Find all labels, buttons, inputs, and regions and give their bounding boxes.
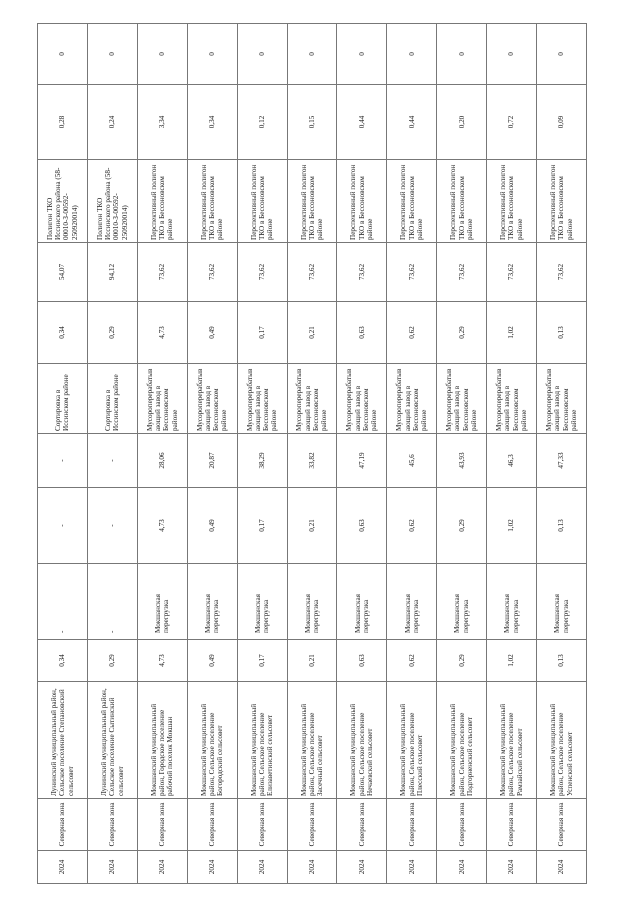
zone-cell: Северная зона [237, 799, 287, 851]
landfill-cell: Полигон ТКО Иссинского района (58-00010-З-00592-250920014) [38, 160, 88, 243]
facility-distance-cell: 73,62 [387, 243, 437, 302]
year-cell: 2024 [537, 851, 587, 884]
facility-volume-cell: 0,29 [87, 302, 137, 364]
volume-cell: 0,29 [437, 640, 487, 682]
landfill-cell: Перспективный полигон ТКО в Бессоновском районе [387, 160, 437, 243]
method-cell: Мокшанская перегрузка [537, 564, 587, 640]
transfer-volume-cell: - [38, 488, 88, 564]
facility-volume-cell: 0,34 [38, 302, 88, 364]
table-row [237, 24, 287, 884]
volume-cell: 0,21 [287, 640, 337, 682]
distance-cell: 47,19 [337, 434, 387, 488]
table-row [38, 24, 88, 884]
final-value-cell: 0 [87, 24, 137, 85]
facility-cell: Мусороперерабатывающий завод в Бессоновском районе [137, 364, 187, 434]
year-cell: 2024 [137, 851, 187, 884]
volume-cell: 0,17 [237, 640, 287, 682]
method-cell: Мокшанская перегрузка [437, 564, 487, 640]
final-value-cell: 0 [537, 24, 587, 85]
year-cell: 2024 [187, 851, 237, 884]
facility-distance-cell: 73,62 [337, 243, 387, 302]
landfill-volume-cell: 0,44 [387, 85, 437, 160]
landfill-volume-cell: 0,12 [237, 85, 287, 160]
volume-cell: 1,02 [487, 640, 537, 682]
transfer-volume-cell: 0,49 [187, 488, 237, 564]
landfill-cell: Перспективный полигон ТКО в Бессоновском районе [237, 160, 287, 243]
table-row [137, 24, 187, 884]
district-cell: Мокшанский муниципальный район, Городское поселение рабочий поселок Мокшан [137, 682, 187, 799]
method-cell: Мокшанская перегрузка [137, 564, 187, 640]
zone-cell: Северная зона [487, 799, 537, 851]
transfer-volume-cell: 1,02 [487, 488, 537, 564]
facility-cell: Мусороперерабатывающий завод в Бессоновском районе [187, 364, 237, 434]
transfer-volume-cell: 0,63 [337, 488, 387, 564]
facility-distance-cell: 73,62 [137, 243, 187, 302]
year-cell: 2024 [87, 851, 137, 884]
facility-distance-cell: 73,62 [187, 243, 237, 302]
distance-cell: 20,87 [187, 434, 237, 488]
transfer-volume-cell: 0,17 [237, 488, 287, 564]
transfer-volume-cell: 0,29 [437, 488, 487, 564]
district-cell: Мокшанский муниципальный район, Сельское поселение Рамзайский сельсовет [487, 682, 537, 799]
facility-cell: Мусороперерабатывающий завод в Бессоновском районе [487, 364, 537, 434]
final-value-cell: 0 [38, 24, 88, 85]
facility-cell: Сортировка в Иссинском районе [87, 364, 137, 434]
facility-volume-cell: 0,49 [187, 302, 237, 364]
facility-cell: Мусороперерабатывающий завод в Бессоновском районе [537, 364, 587, 434]
facility-distance-cell: 73,62 [487, 243, 537, 302]
landfill-cell: Перспективный полигон ТКО в Бессоновском районе [487, 160, 537, 243]
distance-cell: 46,3 [487, 434, 537, 488]
volume-cell: 0,62 [387, 640, 437, 682]
waste-flow-table [37, 23, 587, 884]
zone-cell: Северная зона [187, 799, 237, 851]
district-cell: Мокшанский муниципальный район, Сельское поселение Нечаевский сельсовет [337, 682, 387, 799]
final-value-cell: 0 [137, 24, 187, 85]
facility-cell: Мусороперерабатывающий завод в Бессоновском районе [287, 364, 337, 434]
district-cell: Мокшанский муниципальный район, Сельское поселение Елизаветинский сельсовет [237, 682, 287, 799]
distance-cell: - [38, 434, 88, 488]
facility-volume-cell: 0,29 [437, 302, 487, 364]
volume-cell: 0,34 [38, 640, 88, 682]
landfill-cell: Перспективный полигон ТКО в Бессоновском районе [287, 160, 337, 243]
landfill-cell: Полигон ТКО Иссинского района (58-00010-З-00592-250920014) [87, 160, 137, 243]
year-cell: 2024 [487, 851, 537, 884]
facility-volume-cell: 0,63 [337, 302, 387, 364]
facility-volume-cell: 1,02 [487, 302, 537, 364]
final-value-cell: 0 [187, 24, 237, 85]
transfer-volume-cell: 0,21 [287, 488, 337, 564]
zone-cell: Северная зона [537, 799, 587, 851]
landfill-cell: Перспективный полигон ТКО в Бессоновском районе [537, 160, 587, 243]
final-value-cell: 0 [437, 24, 487, 85]
table-row [437, 24, 487, 884]
landfill-volume-cell: 0,28 [38, 85, 88, 160]
year-cell: 2024 [387, 851, 437, 884]
method-cell: Мокшанская перегрузка [237, 564, 287, 640]
table-row [187, 24, 237, 884]
zone-cell: Северная зона [337, 799, 387, 851]
volume-cell: 4,73 [137, 640, 187, 682]
transfer-volume-cell: - [87, 488, 137, 564]
facility-volume-cell: 4,73 [137, 302, 187, 364]
facility-distance-cell: 73,62 [437, 243, 487, 302]
rotated-page [37, 24, 587, 884]
table-body [38, 24, 587, 884]
transfer-volume-cell: 0,13 [537, 488, 587, 564]
method-cell: Мокшанская перегрузка [387, 564, 437, 640]
landfill-cell: Перспективный полигон ТКО в Бессоновском районе [437, 160, 487, 243]
facility-volume-cell: 0,62 [387, 302, 437, 364]
facility-distance-cell: 73,62 [237, 243, 287, 302]
district-cell: Мокшанский муниципальный район, Сельское поселение Успенский сельсовет [537, 682, 587, 799]
distance-cell: - [87, 434, 137, 488]
distance-cell: 28,06 [137, 434, 187, 488]
distance-cell: 43,93 [437, 434, 487, 488]
district-cell: Мокшанский муниципальный район, Сельское поселение Богородский сельсовет [187, 682, 237, 799]
facility-distance-cell: 94,12 [87, 243, 137, 302]
final-value-cell: 0 [337, 24, 387, 85]
facility-distance-cell: 73,62 [537, 243, 587, 302]
facility-volume-cell: 0,21 [287, 302, 337, 364]
table-row [287, 24, 337, 884]
landfill-cell: Перспективный полигон ТКО в Бессоновском районе [187, 160, 237, 243]
zone-cell: Северная зона [87, 799, 137, 851]
district-cell: Мокшанский муниципальный район, Сельское поселение Подгорненский сельсовет [437, 682, 487, 799]
zone-cell: Северная зона [387, 799, 437, 851]
distance-cell: 38,29 [237, 434, 287, 488]
distance-cell: 45,6 [387, 434, 437, 488]
table-row [487, 24, 537, 884]
district-cell: Мокшанский муниципальный район, Сельское поселение Плесский сельсовет [387, 682, 437, 799]
distance-cell: 33,82 [287, 434, 337, 488]
method-cell: Мокшанская перегрузка [287, 564, 337, 640]
district-cell: Лунинский муниципальный район, Сельское поселение Степановский сельсовет [38, 682, 88, 799]
method-cell: Мокшанская перегрузка [337, 564, 387, 640]
facility-cell: Мусороперерабатывающий завод в Бессоновском районе [437, 364, 487, 434]
landfill-cell: Перспективный полигон ТКО в Бессоновском районе [137, 160, 187, 243]
final-value-cell: 0 [237, 24, 287, 85]
volume-cell: 0,49 [187, 640, 237, 682]
method-cell: Мокшанская перегрузка [487, 564, 537, 640]
facility-volume-cell: 0,13 [537, 302, 587, 364]
landfill-volume-cell: 0,24 [87, 85, 137, 160]
landfill-volume-cell: 3,34 [137, 85, 187, 160]
final-value-cell: 0 [387, 24, 437, 85]
landfill-volume-cell: 0,09 [537, 85, 587, 160]
zone-cell: Северная зона [287, 799, 337, 851]
table-row [87, 24, 137, 884]
table-row [387, 24, 437, 884]
method-cell: Мокшанская перегрузка [187, 564, 237, 640]
transfer-volume-cell: 4,73 [137, 488, 187, 564]
volume-cell: 0,63 [337, 640, 387, 682]
year-cell: 2024 [337, 851, 387, 884]
year-cell: 2024 [287, 851, 337, 884]
zone-cell: Северная зона [137, 799, 187, 851]
volume-cell: 0,13 [537, 640, 587, 682]
volume-cell: 0,29 [87, 640, 137, 682]
zone-cell: Северная зона [437, 799, 487, 851]
facility-cell: Мусороперерабатывающий завод в Бессоновском районе [337, 364, 387, 434]
method-cell: - [38, 564, 88, 640]
facility-cell: Мусороперерабатывающий завод в Бессоновском районе [387, 364, 437, 434]
landfill-cell: Перспективный полигон ТКО в Бессоновском районе [337, 160, 387, 243]
landfill-volume-cell: 0,34 [187, 85, 237, 160]
district-cell: Лунинский муниципальный район, Сельское поселение Сытинский сельсовет [87, 682, 137, 799]
transfer-volume-cell: 0,62 [387, 488, 437, 564]
year-cell: 2024 [437, 851, 487, 884]
facility-volume-cell: 0,17 [237, 302, 287, 364]
table-row [337, 24, 387, 884]
year-cell: 2024 [237, 851, 287, 884]
facility-cell: Мусороперерабатывающий завод в Бессоновском районе [237, 364, 287, 434]
landfill-volume-cell: 0,20 [437, 85, 487, 160]
distance-cell: 47,33 [537, 434, 587, 488]
district-cell: Мокшанский муниципальный район, Сельское поселение Засечный сельсовет [287, 682, 337, 799]
facility-distance-cell: 73,62 [287, 243, 337, 302]
zone-cell: Северная зона [38, 799, 88, 851]
facility-cell: Сортировка в Иссинском районе [38, 364, 88, 434]
facility-distance-cell: 54,07 [38, 243, 88, 302]
final-value-cell: 0 [487, 24, 537, 85]
method-cell: - [87, 564, 137, 640]
landfill-volume-cell: 0,15 [287, 85, 337, 160]
final-value-cell: 0 [287, 24, 337, 85]
year-cell: 2024 [38, 851, 88, 884]
landfill-volume-cell: 0,72 [487, 85, 537, 160]
landfill-volume-cell: 0,44 [337, 85, 387, 160]
table-row [537, 24, 587, 884]
